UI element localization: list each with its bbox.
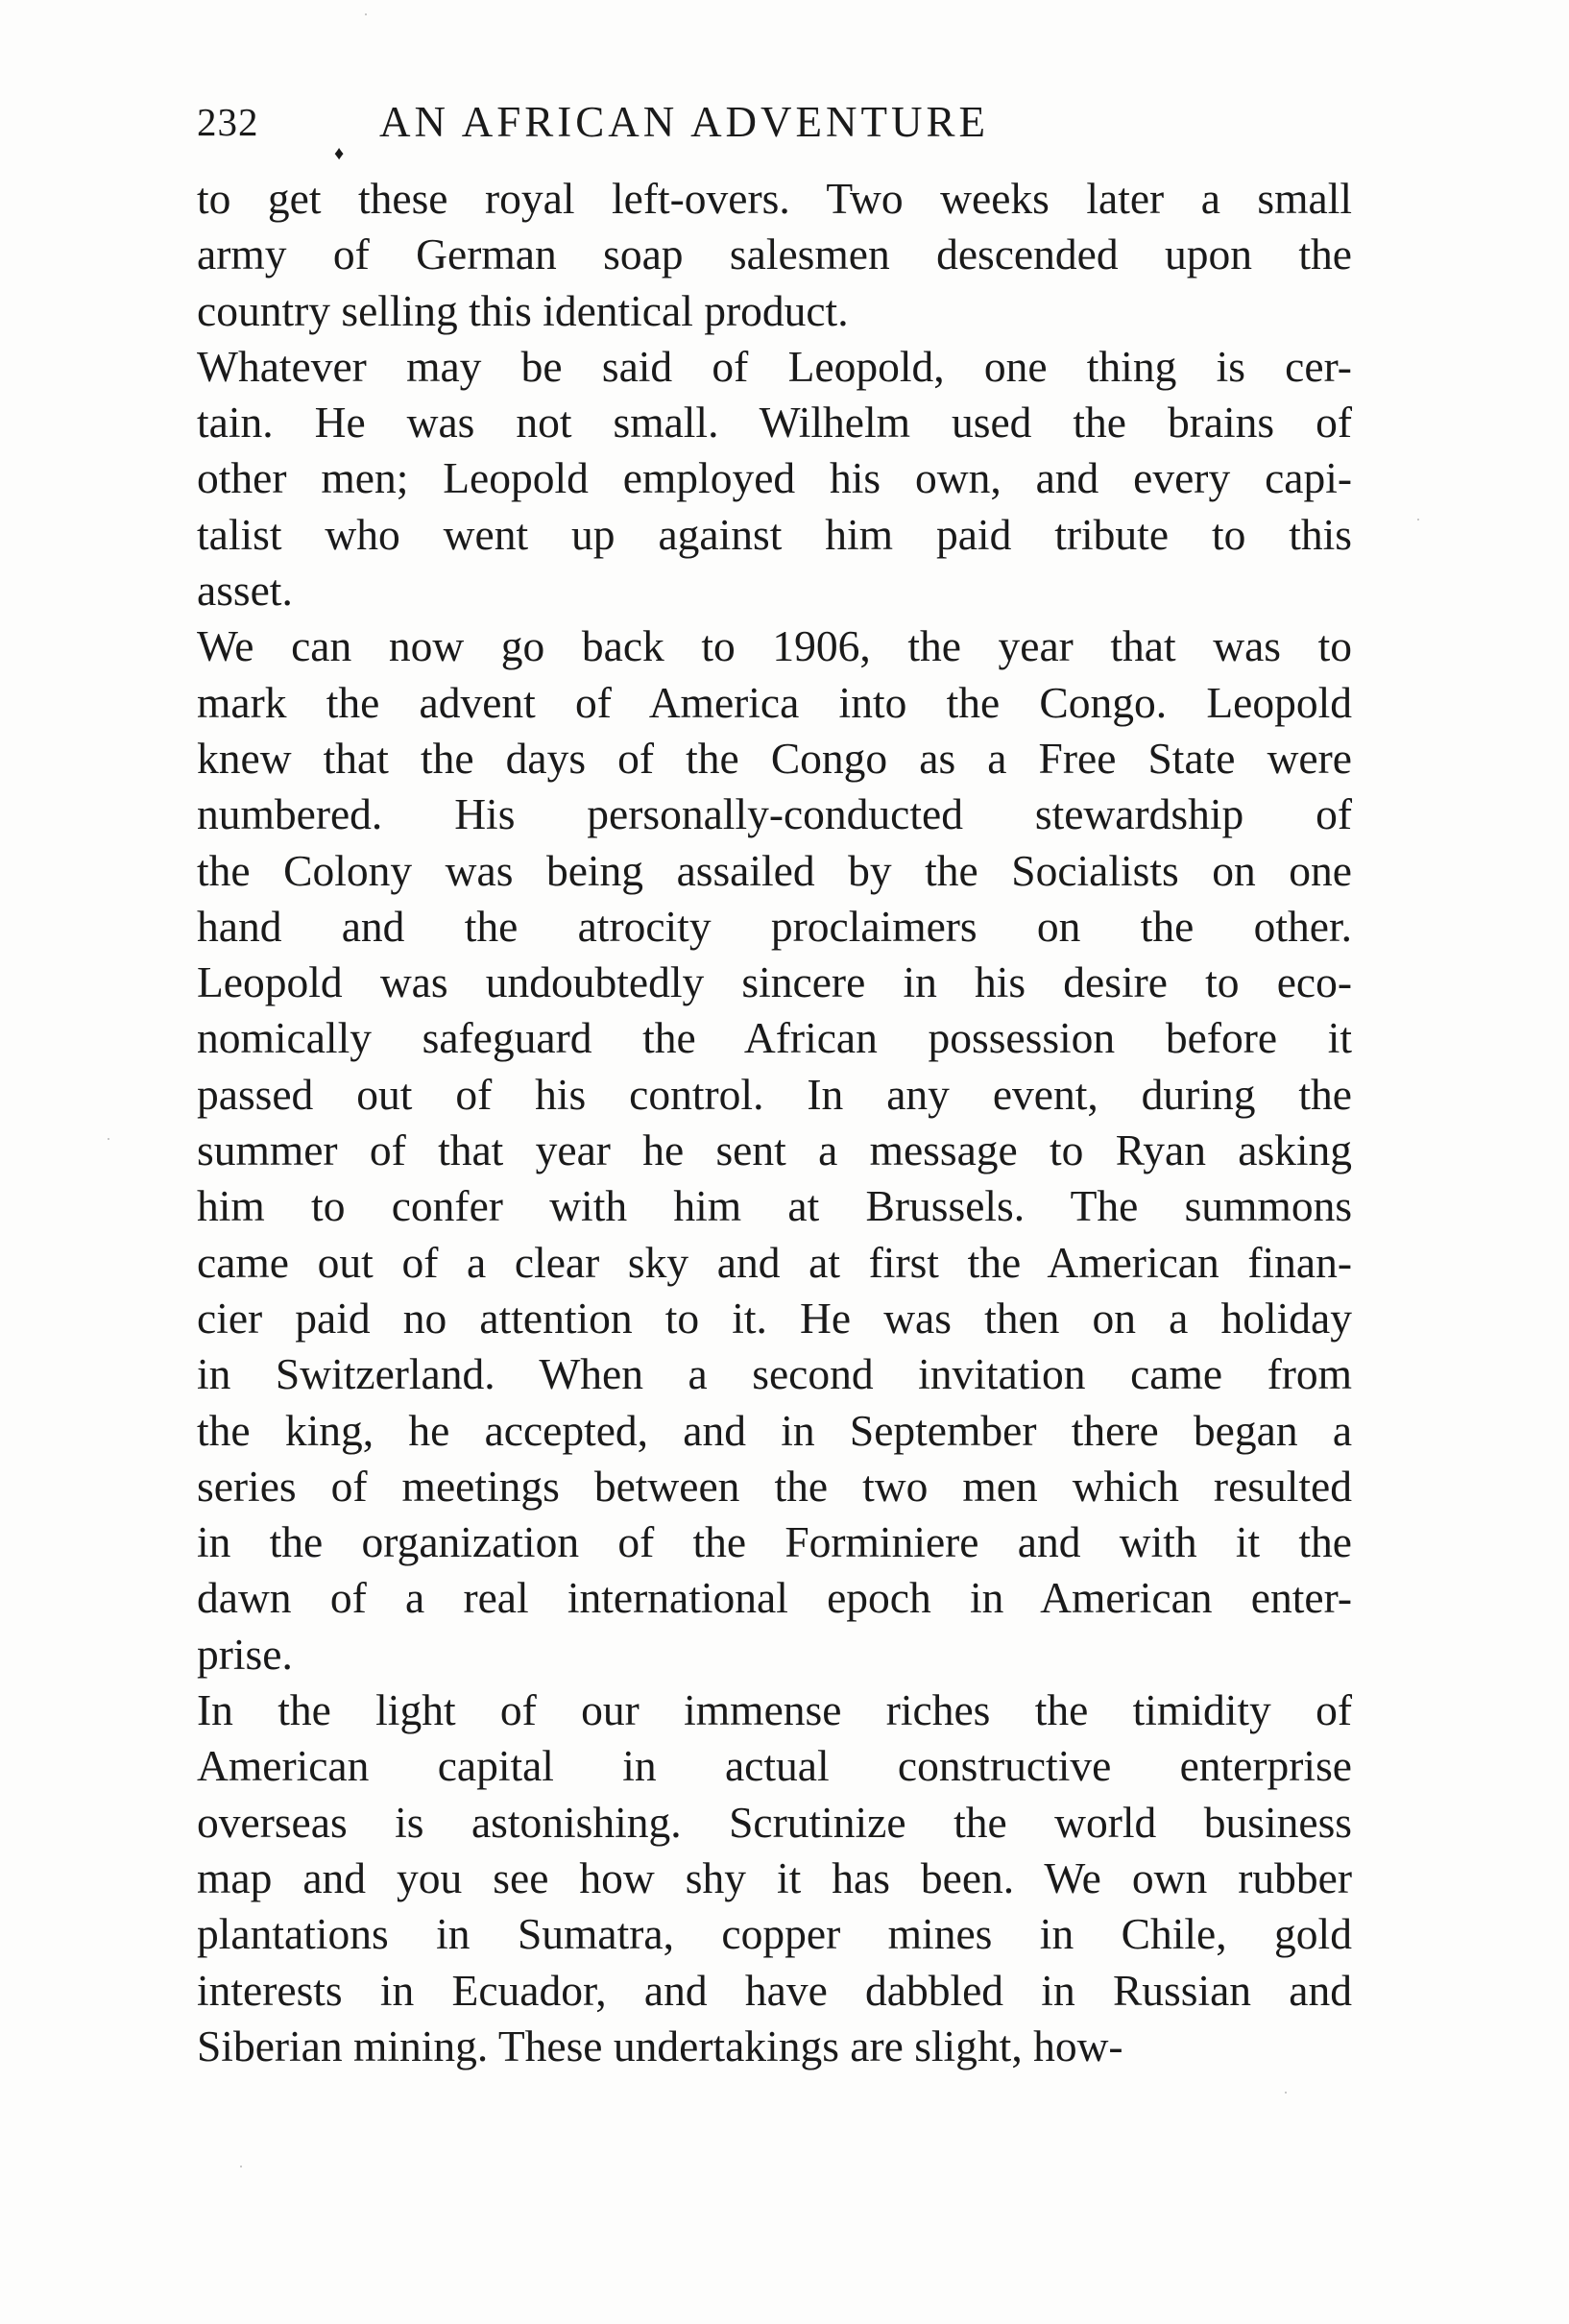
text-line: overseas is astonishing. Scrutinize the world business (197, 1797, 1352, 1847)
text-line: hand and the atrocity proclaimers on the other. (197, 901, 1352, 951)
paper-speck (1285, 2092, 1287, 2094)
text-line: interests in Ecuador, and have dabbled in Russian and (197, 1965, 1353, 2015)
paragraph (197, 1682, 1352, 2074)
text-line: cier paid no attention to it. He was then on a holiday (197, 1293, 1352, 1343)
text-line: country selling this identical product. (197, 285, 849, 335)
text-line: numbered. His personally-conducted stewardship of (197, 789, 1353, 839)
paragraph (197, 171, 1352, 339)
text-line: dawn of a real international epoch in American enter- (197, 1573, 1352, 1623)
paragraph (197, 618, 1352, 1682)
text-line: nomically safeguard the African possession before it (197, 1013, 1353, 1063)
text-line: In the light of our immense riches the timidity of (197, 1685, 1352, 1735)
text-line: asset. (197, 566, 293, 616)
text-line: map and you see how shy it has been. We own rubber (197, 1852, 1352, 1902)
page-header (197, 88, 1359, 164)
text-line: plantations in Sumatra, copper mines in Chile, gold (197, 1909, 1352, 1959)
body-text (197, 171, 1352, 2074)
text-line: Whatever may be said of Leopold, one thing is cer- (197, 341, 1352, 391)
text-line: summer of that year he sent a message to Ryan asking (197, 1126, 1353, 1175)
paper-speck (365, 13, 367, 15)
paper-speck (240, 2166, 242, 2167)
text-line: other men; Leopold employed his own, and every capi- (197, 453, 1353, 503)
text-line: prise. (197, 1629, 293, 1679)
text-line: army of German soap salesmen descended upon the (197, 230, 1352, 279)
paper-speck (1417, 519, 1419, 520)
text-line: in the organization of the Forminiere and with it the (197, 1517, 1352, 1567)
text-line: came out of a clear sky and at first the American finan- (197, 1237, 1353, 1287)
text-line: passed out of his control. In any event, during the (197, 1069, 1352, 1119)
paragraph (197, 339, 1352, 618)
paper-speck (108, 1138, 109, 1140)
text-line: knew that the days of the Congo as a Free State were (197, 733, 1352, 783)
text-line: tain. He was not small. Wilhelm used the brains of (197, 398, 1353, 448)
running-title: AN AFRICAN ADVENTURE (379, 98, 990, 146)
text-line: in Switzerland. When a second invitation came from (197, 1349, 1353, 1399)
text-line: talist who went up against him paid tribute to this (197, 509, 1352, 559)
text-line: American capital in actual constructive enterprise (197, 1741, 1352, 1791)
text-line: him to confer with him at Brussels. The summons (197, 1181, 1353, 1231)
text-line: mark the advent of America into the Congo. Leopold (197, 677, 1352, 727)
text-line: to get these royal left-overs. Two weeks later a small (197, 174, 1353, 223)
page-number: 232 (197, 100, 259, 144)
text-line: Leopold was undoubtedly sincere in his desire to eco- (197, 957, 1352, 1007)
text-line: Siberian mining. These undertakings are slight, how- (197, 2021, 1123, 2070)
text-line: the Colony was being assailed by the Socialists on one (197, 845, 1352, 895)
text-line: the king, he accepted, and in September there began a (197, 1405, 1353, 1455)
text-line: We can now go back to 1906, the year that was to (197, 621, 1352, 671)
ornament-icon: ♦ (334, 143, 345, 164)
text-line: series of meetings between the two men which resulted (197, 1461, 1352, 1511)
